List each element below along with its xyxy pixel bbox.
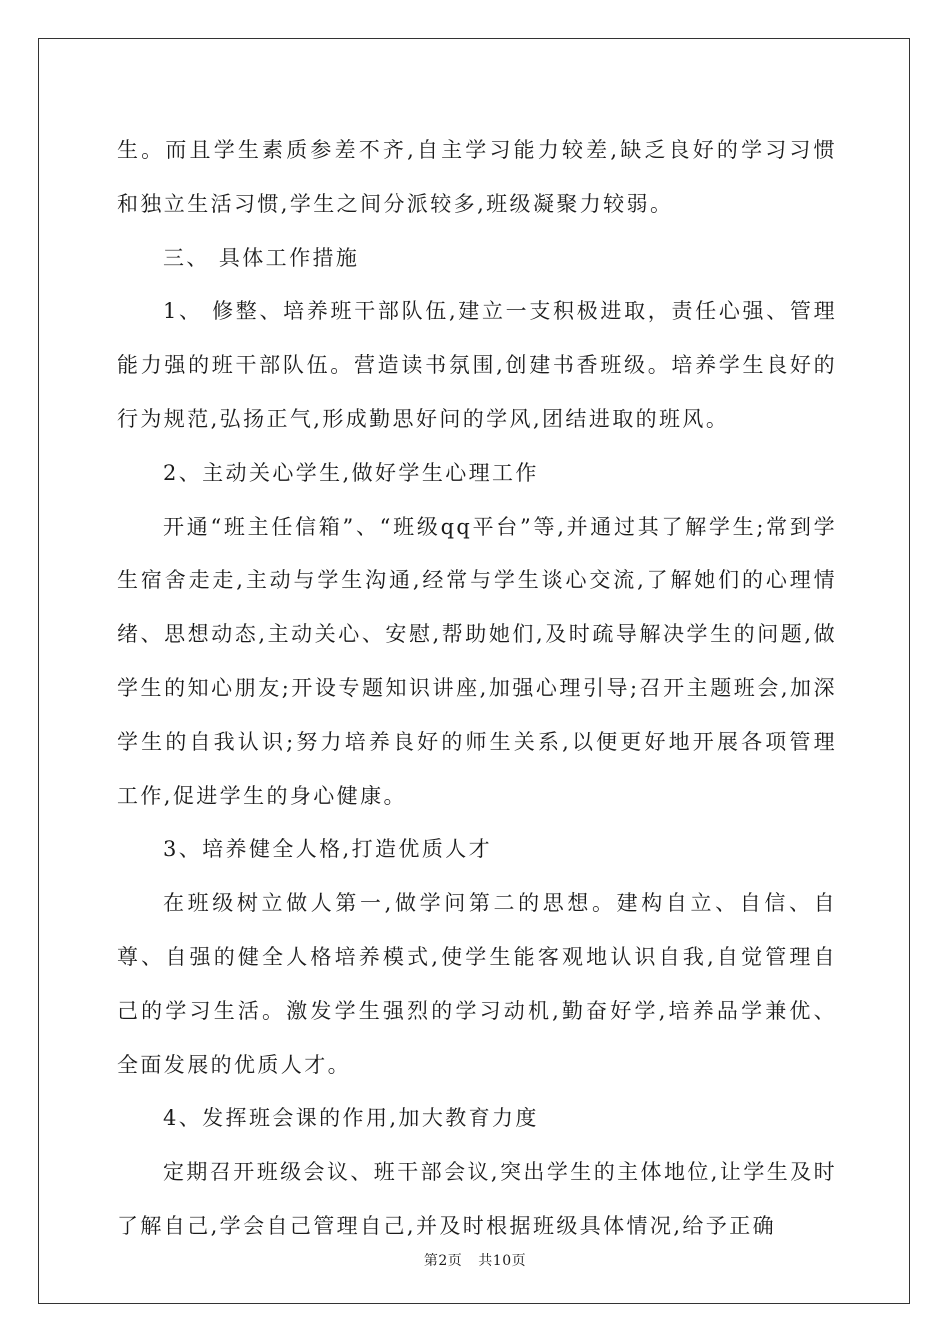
page-number: 第2页 [423,1253,463,1269]
paragraph-measure-3: 在班级树立做人第一,做学问第二的思想。建构自立、自信、自尊、自强的健全人格培养模式,使学生能客观地认识自我,自觉管理自己的学习生活。激发学生强烈的学习动机,勤奋好学,培养品学兼优、全面发展的优质人才。 [117,891,837,1077]
page-footer [0,1250,950,1270]
section-heading-measures: 三、 具体工作措施 [163,245,360,270]
subheading-measure-3: 3、培养健全人格,打造优质人才 [163,837,493,862]
document-body [117,124,837,1254]
page-total: 共10页 [478,1253,527,1269]
paragraph-measure-1: 1、 修整、培养班干部队伍,建立一支积极进取，责任心强、管理能力强的班干部队伍。营造读书氛围,创建书香班级。培养学生良好的行为规范,弘扬正气,形成勤思好问的学风,团结进取的班风。 [117,299,837,431]
subheading-measure-2: 2、主动关心学生,做好学生心理工作 [163,460,539,485]
paragraph-measure-4: 定期召开班级会议、班干部会议,突出学生的主体地位,让学生及时了解自己,学会自己管理自己,并及时根据班级具体情况,给予正确 [117,1160,837,1238]
paragraph-intro: 生。而且学生素质参差不齐,自主学习能力较差,缺乏良好的学习习惯和独立生活习惯,学生之间分派较多,班级凝聚力较弱。 [117,138,837,216]
paragraph-measure-2: 开通“班主任信箱”、“班级qq平台”等,并通过其了解学生;常到学生宿舍走走,主动与学生沟通,经常与学生谈心交流,了解她们的心理情绪、思想动态,主动关心、安慰,帮助她们,及时疏导解决学生的问题,做学生的知心朋友;开设专题知识讲座,加强心理引导;召开主题班会,加深学生的自我认识;努力培养良好的师生关系,以便更好地开展各项管理工作,促进学生的身心健康。 [117,514,837,808]
subheading-measure-4: 4、发挥班会课的作用,加大教育力度 [163,1106,539,1131]
